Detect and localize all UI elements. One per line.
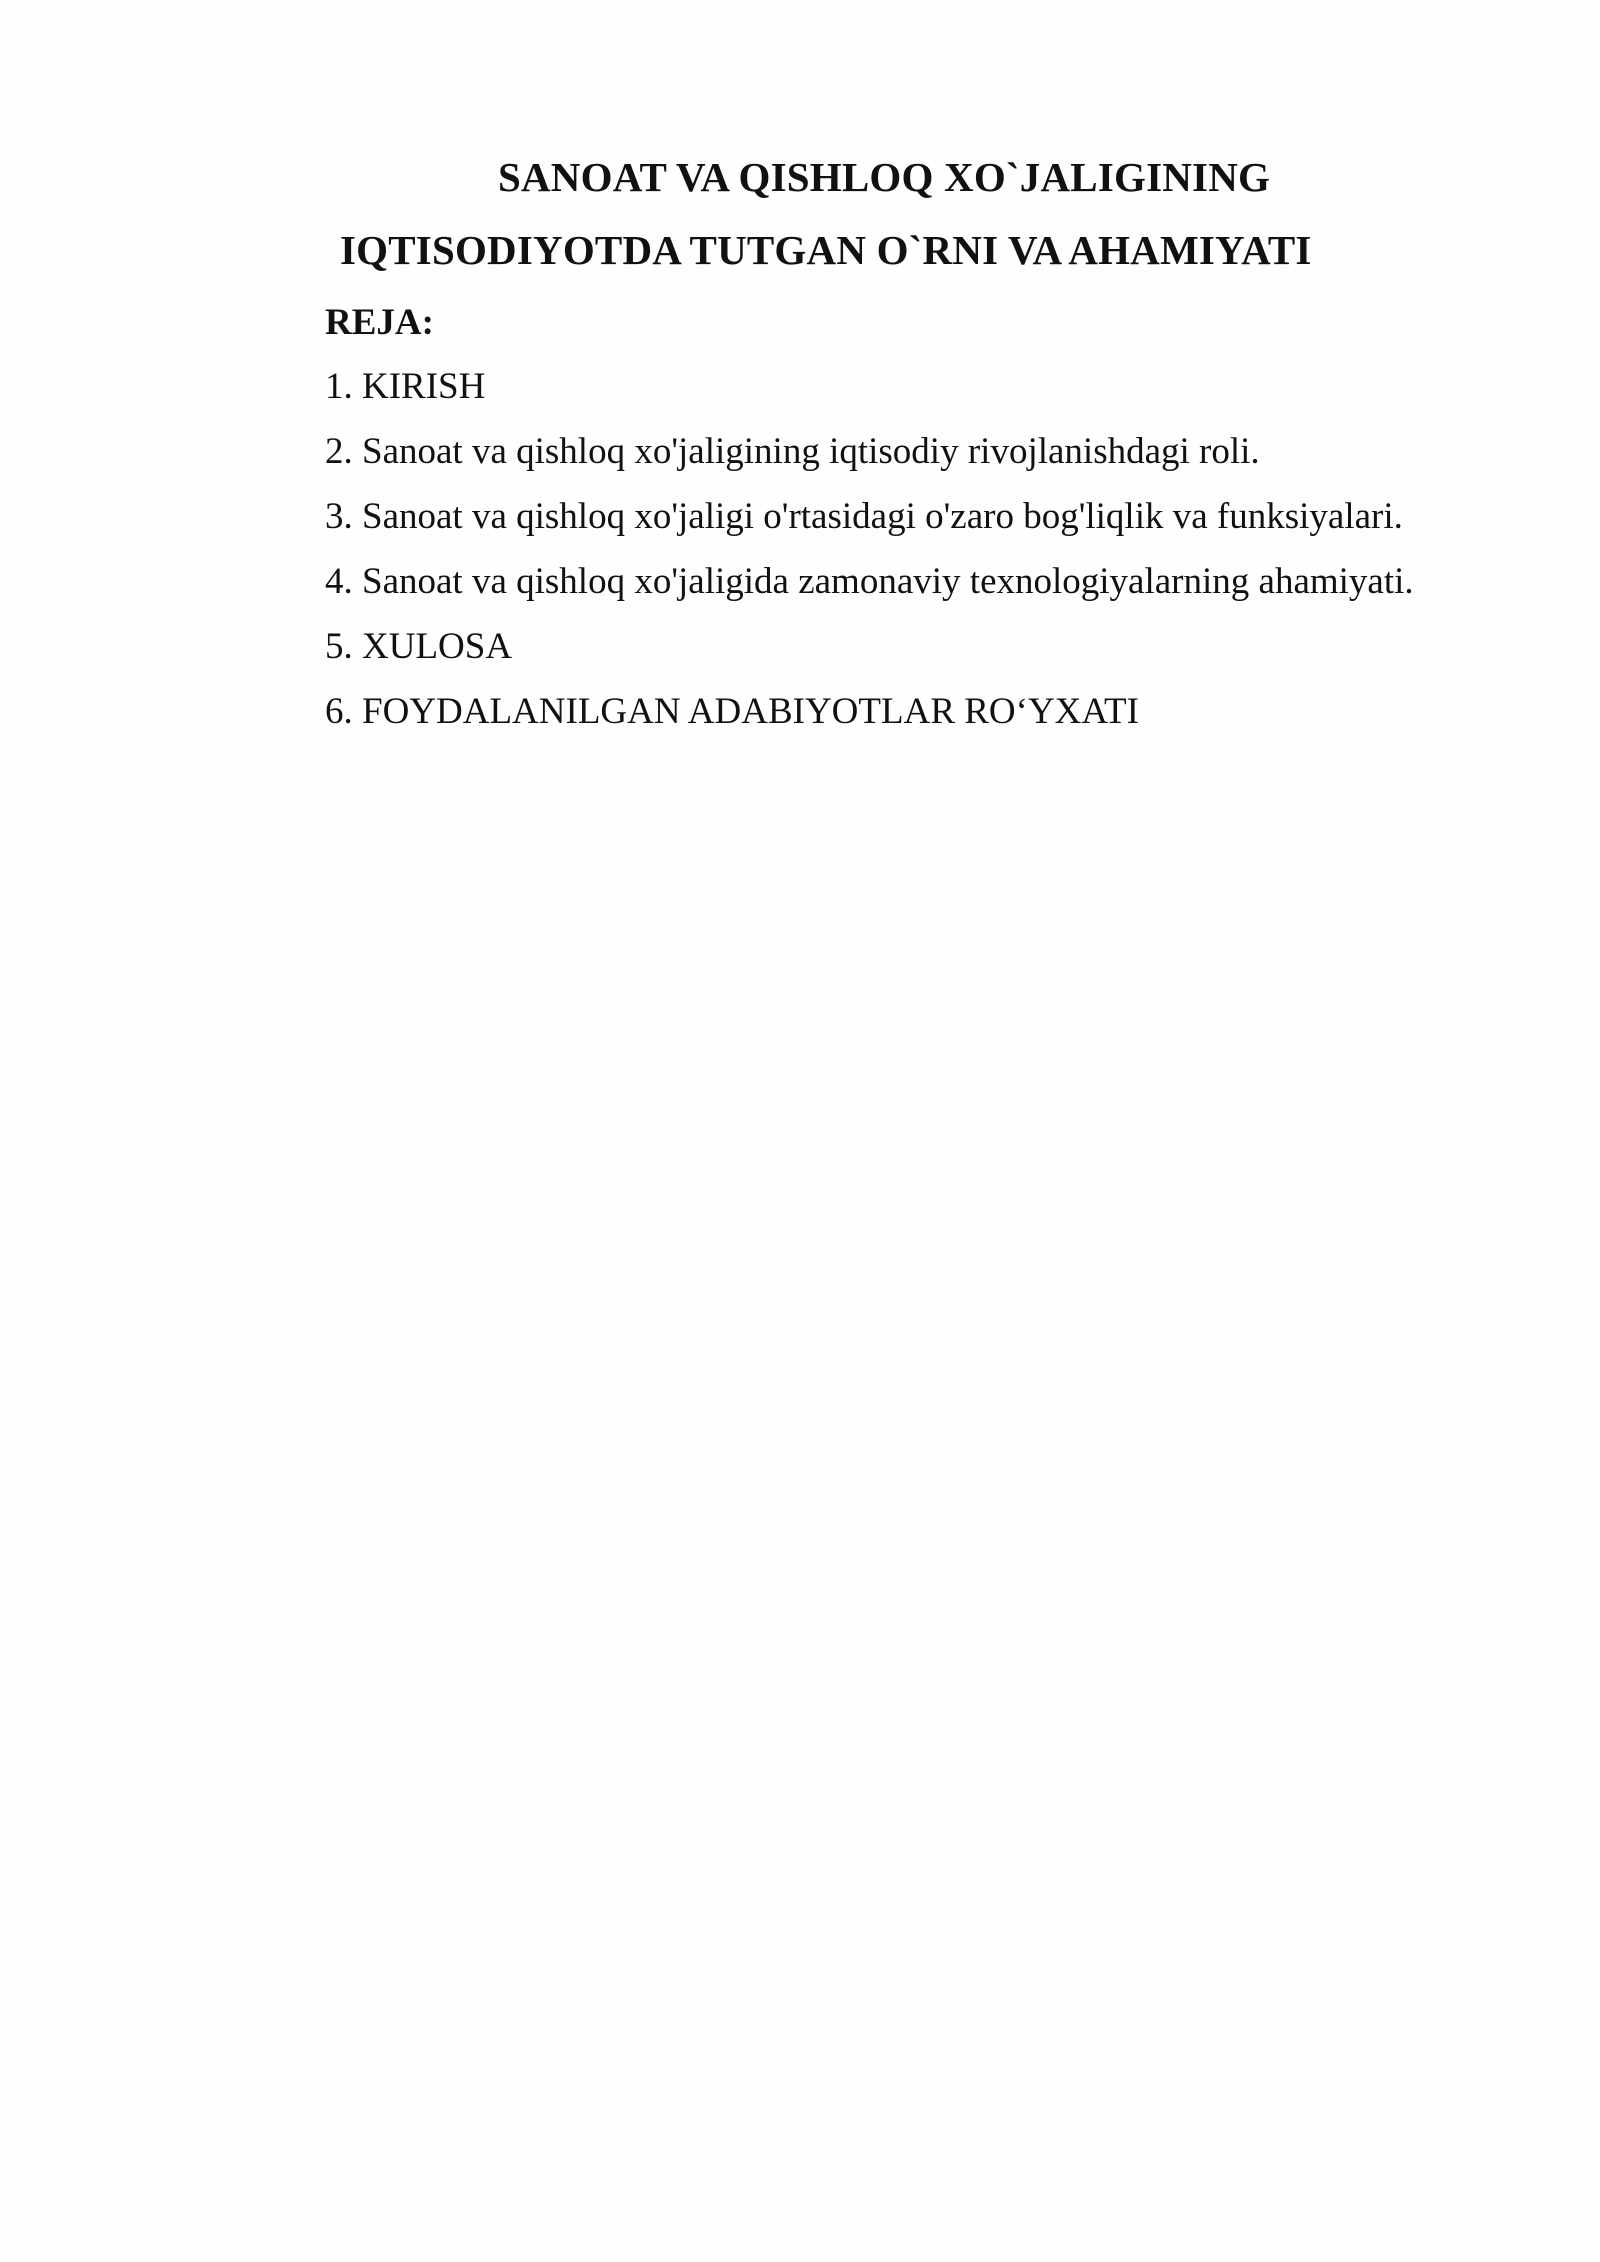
plan-item-interdependence: 3. Sanoat va qishloq xo'jaligi o'rtasidagi o'zaro bog'liqlik va funksiyalari. [325, 496, 1403, 537]
document-title-line-1: SANOAT VA QISHLOQ XO`JALIGINING [498, 154, 1271, 200]
plan-item-introduction: 1. KIRISH [325, 366, 486, 407]
plan-item-modern-technologies: 4. Sanoat va qishloq xo'jaligida zamonaviy texnologiyalarning ahamiyati. [325, 561, 1414, 602]
plan-heading: REJA: [325, 302, 434, 343]
plan-item-references: 6. FOYDALANILGAN ADABIYOTLAR RO‘YXATI [325, 691, 1139, 732]
plan-list [325, 364, 1414, 754]
plan-item-conclusion: 5. XULOSA [325, 626, 513, 667]
plan-item-economic-role: 2. Sanoat va qishloq xo'jaligining iqtisodiy rivojlanishdagi roli. [325, 431, 1260, 472]
document-title-line-2: IQTISODIYOTDA TUTGAN O`RNI VA AHAMIYATI [340, 227, 1312, 273]
